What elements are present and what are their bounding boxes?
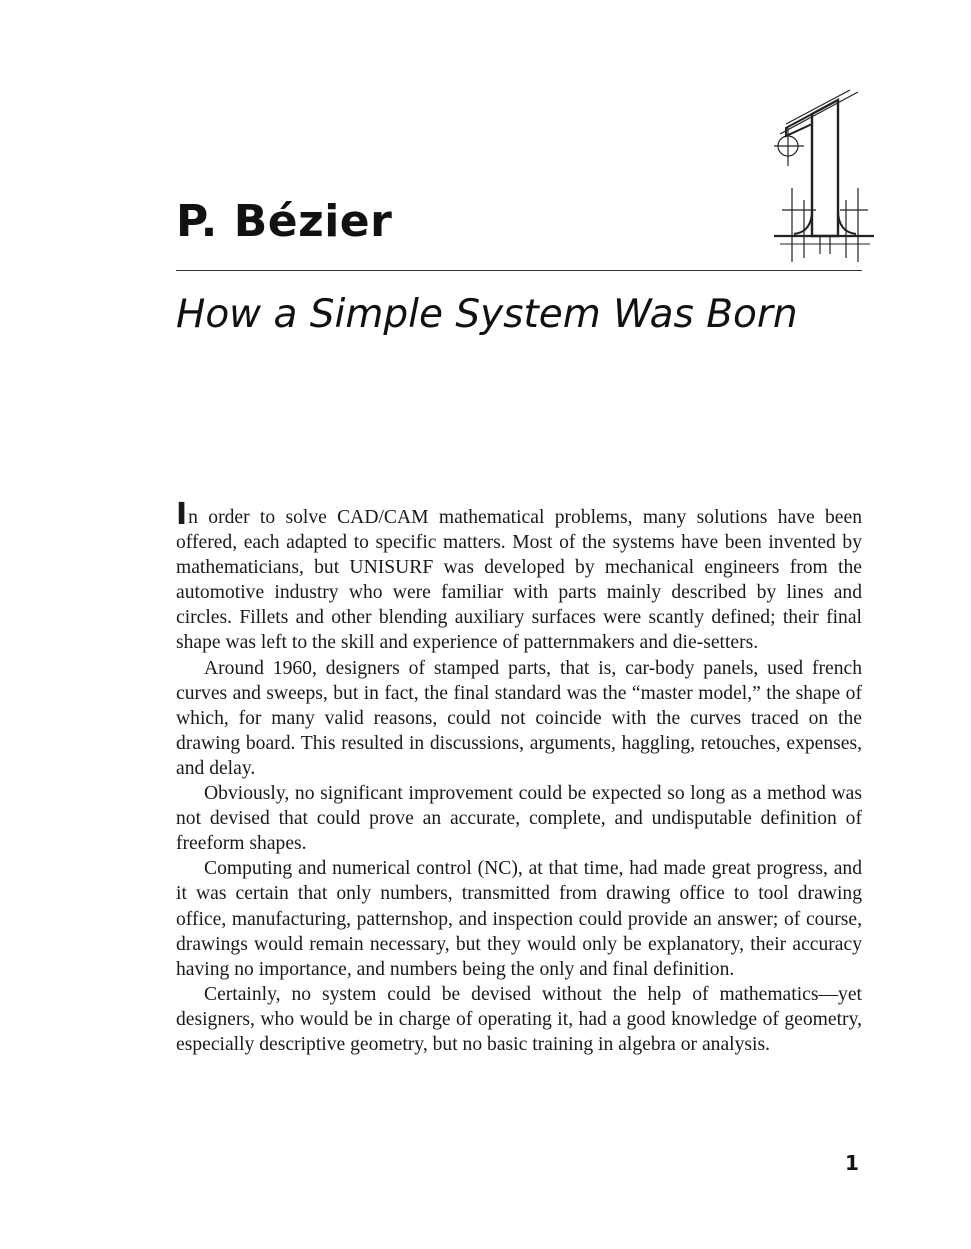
numeral-base-left [794, 210, 812, 234]
title-divider [176, 270, 862, 271]
drop-initial: I [176, 497, 188, 532]
paragraph-2: Around 1960, designers of stamped parts, that is, car-body panels, used french curves and sweeps, but in fact, the final standard was the “master model,” the shape of which, for many valid reasons, could not coincide with the curves traced on the drawing board. This resulted in discussions, arguments, haggling, retouches, expenses, and delay. [176, 657, 862, 779]
paragraph-5: Certainly, no system could be devised without the help of mathematics—yet designers, who would be in charge of operating it, had a good knowledge of geometry, especially descriptive geometry, but no basic training in algebra or analysis. [176, 983, 862, 1055]
numeral-one-drawing [774, 90, 874, 262]
chapter-number-ornament [760, 88, 880, 263]
body-text [176, 497, 862, 1057]
chapter-title: How a Simple System Was Born [176, 292, 798, 337]
chapter-author: P. Bézier [176, 196, 393, 247]
paragraph-1 [176, 497, 862, 656]
numeral-stem [812, 100, 838, 236]
numeral-base-right [838, 210, 856, 234]
paragraph-3: Obviously, no significant improvement could be expected so long as a method was not devised that could prove an accurate, complete, and undisputable definition of freeform shapes. [176, 783, 862, 855]
paragraph-4: Computing and numerical control (NC), at that time, had made great progress, and it was certain that only numbers, transmitted from drawing office to tool drawing office, manufacturing, patternshop, and inspection could provide an answer; of course, drawings would remain necessary, but they would only be explanatory, their accuracy having no importance, and numbers being the only and final definition. [176, 858, 862, 980]
page-number: 1 [845, 1151, 859, 1175]
paragraph-1-text: n order to solve CAD/CAM mathematical problems, many solutions have been offered, each adapted to specific matters. Most of the systems have been invented by mathematicians, but UNISURF was developed by mechanical engineers from the automotive industry who were familiar with parts mainly described by lines and circles. Fillets and other blending auxiliary surfaces were scantly defined; their final shape was left to the skill and experience of patternmakers and die-setters. [176, 507, 862, 654]
